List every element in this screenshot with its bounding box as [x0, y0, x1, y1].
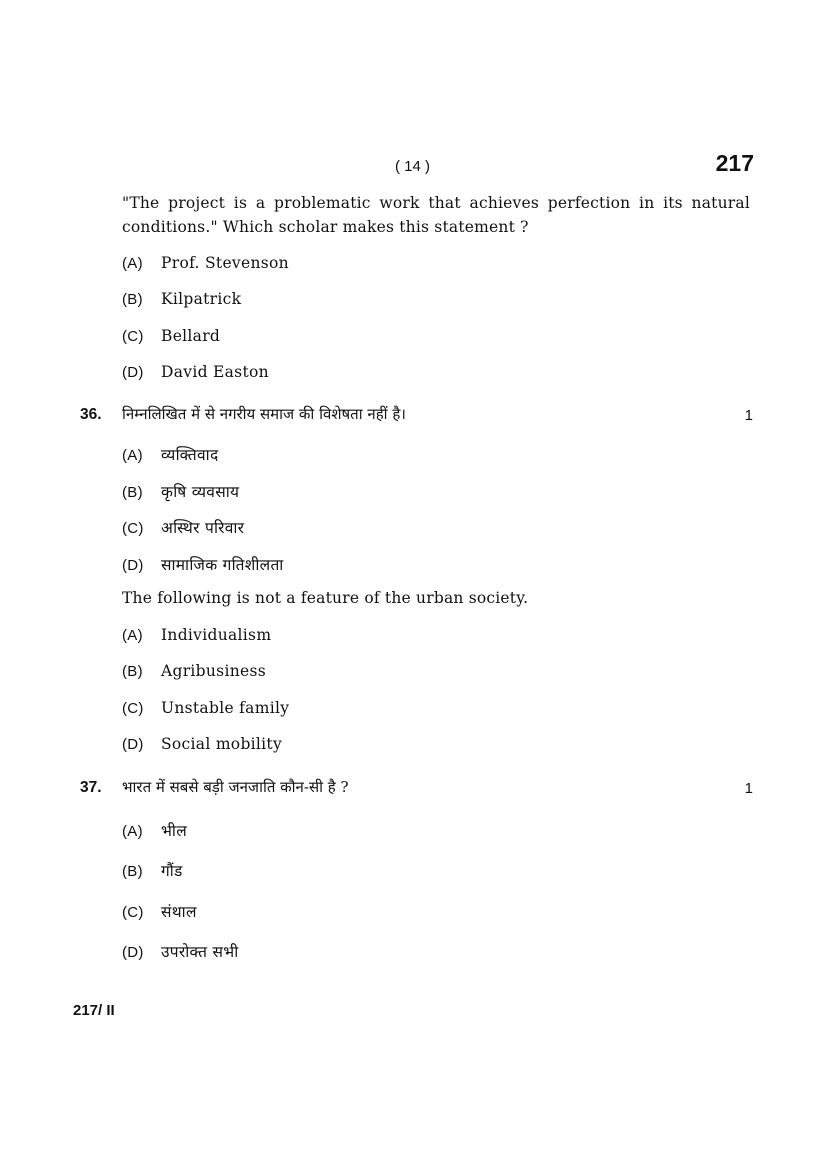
option-text: Prof. Stevenson: [161, 254, 289, 272]
question-marks: 1: [744, 780, 753, 797]
option-a-hindi: [122, 819, 187, 841]
option-text: Unstable family: [161, 699, 290, 717]
option-letter: (A): [122, 447, 143, 464]
option-a: [122, 254, 289, 272]
option-text: कृषि व्यवसाय: [161, 483, 240, 501]
option-letter: (B): [122, 291, 143, 308]
question-marks: 1: [744, 407, 753, 424]
question-text-english: The following is not a feature of the urban society.: [122, 589, 529, 607]
option-letter: (C): [122, 520, 144, 537]
option-d-hindi: [122, 940, 239, 962]
option-text: सामाजिक गतिशीलता: [161, 556, 284, 574]
question-text-hindi: भारत में सबसे बड़ी जनजाति कौन-सी है ?: [122, 778, 349, 796]
option-letter: (C): [122, 700, 144, 717]
option-letter: (A): [122, 255, 143, 272]
option-text: David Easton: [161, 363, 269, 381]
option-text: भील: [161, 822, 188, 840]
option-text: Bellard: [161, 327, 221, 345]
option-text: Kilpatrick: [161, 290, 242, 308]
option-b-hindi: [122, 480, 239, 502]
question-number: 37.: [80, 779, 102, 796]
option-d-hindi: [122, 553, 284, 575]
option-letter: (D): [122, 944, 144, 961]
option-letter: (B): [122, 863, 143, 880]
option-b: [122, 290, 241, 308]
option-letter: (B): [122, 484, 143, 501]
option-text: गौंड: [161, 862, 183, 880]
option-letter: (B): [122, 663, 143, 680]
question-text-hindi: निम्नलिखित में से नगरीय समाज की विशेषता नहीं है।: [122, 405, 406, 423]
option-b-hindi: [122, 859, 183, 881]
question-text: "The project is a problematic work that achieves perfection in its natural conditions." Which scholar makes this statement ?: [122, 194, 750, 236]
option-c-hindi: [122, 900, 197, 922]
option-c-english: [122, 699, 289, 717]
option-letter: (A): [122, 627, 143, 644]
option-text: Individualism: [161, 626, 272, 644]
option-text: उपरोक्त सभी: [161, 943, 239, 961]
option-letter: (D): [122, 364, 144, 381]
option-d-english: [122, 735, 282, 753]
option-text: Social mobility: [161, 735, 283, 753]
footer-code: 217/ II: [73, 1002, 115, 1019]
option-letter: (D): [122, 736, 144, 753]
option-letter: (C): [122, 328, 144, 345]
question-number: 36.: [80, 406, 102, 423]
option-c-hindi: [122, 516, 244, 538]
option-a-english: [122, 626, 271, 644]
option-text: संथाल: [161, 903, 197, 921]
option-letter: (D): [122, 557, 144, 574]
option-text: Agribusiness: [161, 662, 266, 680]
paper-code: 217: [715, 150, 754, 176]
option-letter: (C): [122, 904, 144, 921]
option-text: व्यक्तिवाद: [161, 446, 219, 464]
page-number: ( 14 ): [395, 158, 431, 175]
option-b-english: [122, 662, 266, 680]
option-letter: (A): [122, 823, 143, 840]
option-text: अस्थिर परिवार: [161, 519, 245, 537]
option-c: [122, 327, 220, 345]
option-a-hindi: [122, 443, 219, 465]
option-d: [122, 363, 269, 381]
